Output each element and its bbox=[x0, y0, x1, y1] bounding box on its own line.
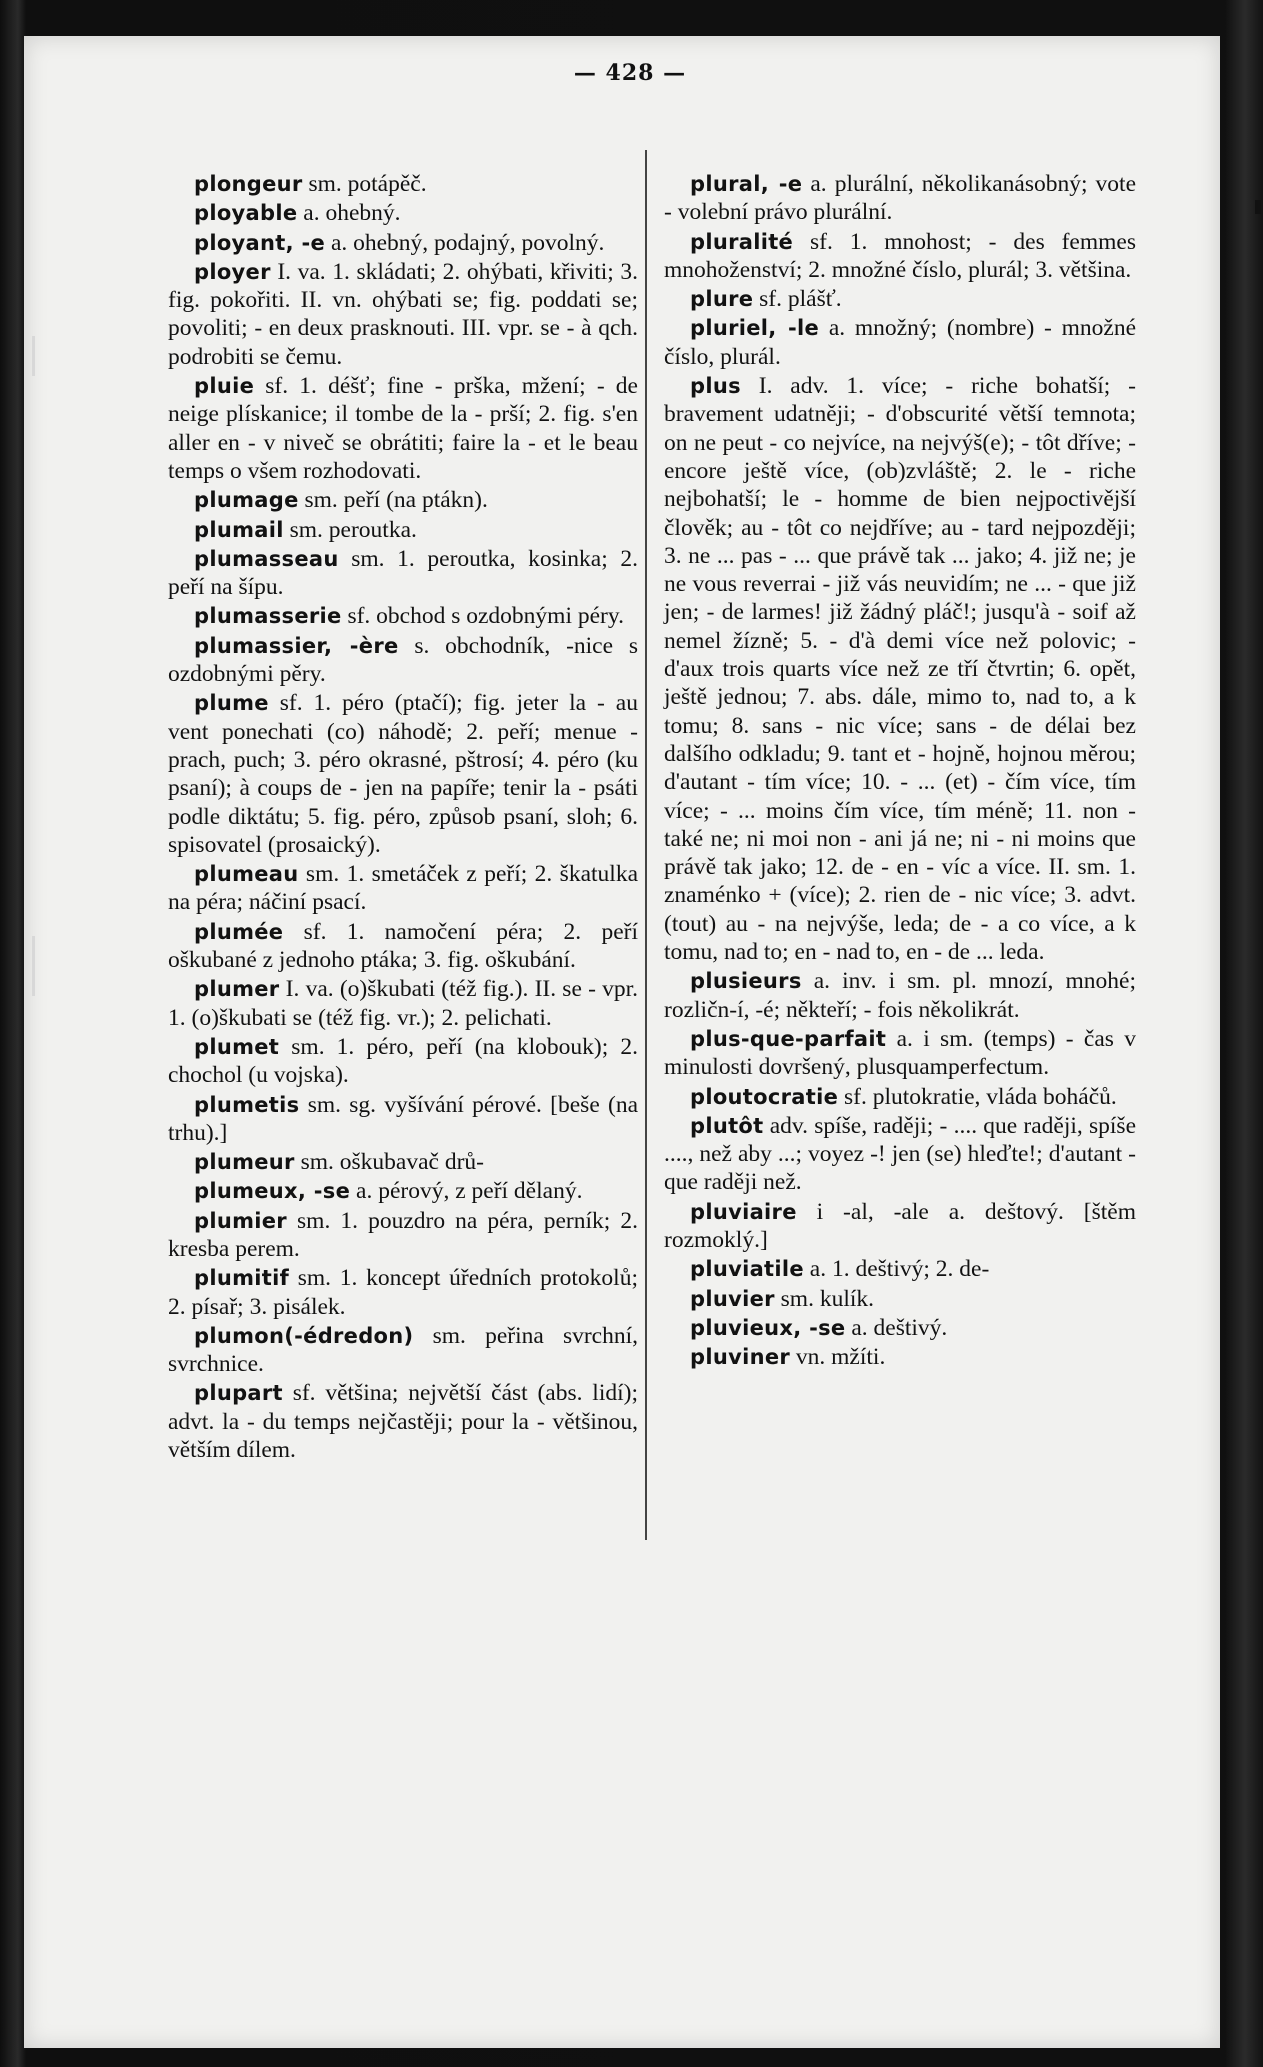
left-column bbox=[168, 170, 638, 1465]
dictionary-entry bbox=[168, 516, 638, 544]
entry-definition: sf. 1. déšť; fine - prška, mžení; - de neige plískanice; il tombe de la - prší; 2. fig. s'en aller en - v niveč se obrátiti; faire la - et le beau temps o všem rozhodovati. bbox=[168, 373, 638, 484]
entry-definition: sm. kulík. bbox=[780, 1285, 875, 1312]
dictionary-entry bbox=[168, 1177, 638, 1205]
spine-mark bbox=[32, 336, 35, 376]
dictionary-entry bbox=[168, 1091, 638, 1148]
entry-headword: ployant, -e bbox=[194, 230, 326, 255]
dictionary-entry bbox=[168, 545, 638, 602]
dictionary-entry bbox=[664, 1198, 1136, 1255]
dictionary-entry bbox=[168, 602, 638, 630]
entry-headword: ployable bbox=[194, 201, 298, 226]
entry-headword: pluviatile bbox=[690, 1257, 804, 1282]
entry-headword: pluviner bbox=[690, 1345, 791, 1370]
dictionary-entry bbox=[168, 1379, 638, 1464]
dictionary-entry bbox=[168, 199, 638, 227]
entry-definition: sf. obchod s ozdobnými péry. bbox=[347, 603, 624, 630]
entry-headword: plumon(-édredon) bbox=[194, 1323, 414, 1348]
entry-definition: a. i sm. (temps) - čas v minulosti dovršený, plusquamperfectum. bbox=[664, 1025, 1136, 1081]
dictionary-entry bbox=[168, 486, 638, 514]
entry-definition: a. ohebný. bbox=[303, 200, 401, 227]
dictionary-entry bbox=[168, 1207, 638, 1264]
entry-headword: plumet bbox=[194, 1034, 280, 1059]
spine-mark bbox=[32, 936, 35, 996]
right-column bbox=[664, 170, 1136, 1372]
dictionary-entry bbox=[168, 1033, 638, 1090]
entry-definition: i -al, -ale a. deštový. [štěm rozmoklý.] bbox=[664, 1198, 1136, 1253]
dictionary-entry bbox=[168, 1322, 638, 1379]
entry-definition: I. va. (o)škubati (též fig.). II. se - vpr. 1. (o)škubati se (též fig. vr.); 2. pelichati. bbox=[168, 976, 638, 1031]
entry-headword: pluvieux, -se bbox=[690, 1315, 846, 1340]
dictionary-entry bbox=[168, 918, 638, 975]
entry-definition: a. 1. deštivý; 2. de- bbox=[809, 1256, 990, 1283]
entry-headword: plumier bbox=[194, 1208, 287, 1233]
dictionary-entry bbox=[664, 1285, 1136, 1313]
entry-definition: sf. 1. péro (ptačí); fig. jeter la - au vent ponechati (co) náhodě; 2. peří; menue - prach, puch; 3. péro okrasné, pštrosí; 4. péro (ku psaní); à coups de - jen na papíře; tenir la - psáti podle diktátu; 5. fig. péro, způsob psaní, sloh; 6. spisovatel (prosaický). bbox=[168, 690, 638, 858]
entry-definition: I. va. 1. skládati; 2. ohýbati, křiviti; 3. fig. pokořiti. II. vn. ohýbati se; fig. poddati se; povoliti; - en deux prasknouti. III. vpr. se - à qch. podrobiti se čemu. bbox=[168, 258, 639, 370]
entry-definition: sm. peřina svrchní, svrchnice. bbox=[168, 1322, 639, 1378]
entry-headword: plume bbox=[194, 691, 269, 716]
dictionary-entry bbox=[664, 1083, 1136, 1111]
entry-definition: sm. peroutka. bbox=[289, 516, 417, 543]
dictionary-entry bbox=[664, 1112, 1136, 1197]
entry-headword: plumeur bbox=[194, 1150, 295, 1175]
entry-definition: a. ohebný, podajný, povolný. bbox=[330, 229, 605, 256]
dictionary-entry bbox=[168, 1148, 638, 1176]
dictionary-entry bbox=[168, 975, 638, 1032]
entry-definition: a. inv. i sm. pl. mnozí, mnohé; rozličn-í, -é; někteří; - fois několikrát. bbox=[664, 968, 1136, 1023]
dictionary-entry bbox=[664, 170, 1136, 227]
page-number: — 428 — bbox=[573, 60, 687, 86]
dictionary-entry bbox=[168, 229, 638, 257]
entry-definition: sf. 1. mnohost; - des femmes mnohoženství; 2. množné číslo, plurál; 3. většina. bbox=[664, 228, 1136, 283]
entry-headword: plutôt bbox=[690, 1113, 764, 1138]
dictionary-entry bbox=[168, 632, 638, 689]
entry-headword: pluviaire bbox=[690, 1199, 797, 1224]
entry-headword: plumitif bbox=[194, 1266, 290, 1291]
entry-headword: ployer bbox=[194, 259, 271, 284]
column-divider bbox=[645, 150, 647, 1540]
dictionary-entry bbox=[168, 860, 638, 917]
entry-headword: plumeux, -se bbox=[194, 1179, 351, 1204]
entry-headword: pluriel, -le bbox=[690, 316, 820, 341]
entry-definition: sm. 1. peroutka, kosinka; 2. peří na šípu. bbox=[168, 545, 638, 601]
entry-definition: sf. většina; největší část (abs. lidí); advt. la - du temps nejčastěji; pour la - většinou, větším dílem. bbox=[168, 1380, 638, 1464]
entry-definition: I. adv. 1. více; - riche bohatší; - bravement udatněji; - d'obscurité větší temnota; on ne peut - co nejvíce, na nejvýš(e); - tôt dříve; - encore ještě více, (ob)zvláště; 2. le - riche nejbohatší; le - homme de bien nejpoctivější člověk; au - tôt co nejdříve; au - tard nejpozději; 3. ne ... pas - ... que právě tak ... jako; 4. již ne; je ne vous reverrai - již vás neuvidím; ne ... - que již jen; - de larmes! již žádný pláč!; jusqu'à - soif až nemel žízně; 5. - d'à demi více než polovic; - d'aux trois quarts více než ze tří čtvrtin; 6. opět, ještě jednou; 7. abs. dále, mimo to, nad to, a k tomu; 8. sans - nic více; sans - de délai bez dalšího odkladu; 9. tant et - hojně, hojnou měrou; d'autant - tím více; 10. - ... (et) - čím více, tím více; - ... moins čím více, tím méně; 11. non - také ne; ni moi non - ani já ne; ni - ni moins que právě tak jako; 12. de - en - víc a více. II. sm. 1. znaménko + (více); 2. rien de - nic více; 3. advt. (tout) au - na nejvýše, leda; de - a co více, a k tomu, nad to; en - nad to, en - de ... leda. bbox=[664, 373, 1137, 966]
entry-headword: plus bbox=[690, 374, 741, 399]
dictionary-entry bbox=[664, 1314, 1136, 1342]
dictionary-entry bbox=[664, 314, 1136, 371]
entry-definition: sm. oškubavač drů- bbox=[300, 1149, 484, 1176]
entry-definition: a. plurální, několikanásobný; vote - volební právo plurální. bbox=[664, 171, 1137, 226]
entry-headword: plongeur bbox=[194, 172, 303, 196]
entry-headword: plumeau bbox=[194, 862, 299, 887]
entry-definition: sf. 1. namočení péra; 2. peří oškubané z jednoho ptáka; 3. fig. oškubání. bbox=[168, 918, 638, 974]
entry-headword: plumasseau bbox=[194, 546, 339, 571]
entry-definition: sm. 1. koncept úředních protokolů; 2. písař; 3. pisálek. bbox=[168, 1265, 638, 1320]
entry-headword: plus-que-parfait bbox=[690, 1026, 887, 1051]
entry-definition: sm. potápěč. bbox=[308, 171, 427, 197]
entry-headword: plural, -e bbox=[690, 172, 803, 196]
entry-headword: plumer bbox=[194, 977, 280, 1002]
dictionary-entry bbox=[664, 967, 1136, 1024]
entry-definition: sf. plutokratie, vláda boháčů. bbox=[844, 1083, 1117, 1110]
dictionary-entry bbox=[664, 285, 1136, 313]
entry-definition: a. deštivý. bbox=[851, 1314, 948, 1341]
entry-definition: sf. plášť. bbox=[759, 286, 842, 313]
dictionary-entry bbox=[664, 1025, 1136, 1082]
entry-definition: adv. spíše, raději; - .... que raději, spíše ...., než aby ...; voyez -! jen (se) hleďte!; d'autant - que raději než. bbox=[664, 1112, 1136, 1196]
entry-headword: plupart bbox=[194, 1381, 283, 1406]
dictionary-entry bbox=[168, 1264, 638, 1321]
entry-headword: pluralité bbox=[690, 229, 794, 254]
entry-headword: plumail bbox=[194, 517, 284, 542]
entry-definition: vn. mžíti. bbox=[795, 1344, 886, 1371]
dictionary-entry bbox=[168, 689, 638, 859]
entry-headword: plusieurs bbox=[690, 969, 802, 994]
edge-mark bbox=[1255, 200, 1261, 214]
entry-headword: plumassier, -ère bbox=[194, 633, 399, 658]
entry-headword: plumasserie bbox=[194, 604, 342, 629]
entry-headword: pluie bbox=[194, 374, 255, 399]
entry-headword: plumetis bbox=[194, 1092, 300, 1117]
entry-definition: sm. 1. smetáček z peří; 2. škatulka na péra; náčiní psací. bbox=[168, 861, 638, 916]
entry-headword: plure bbox=[690, 287, 754, 312]
dictionary-entry bbox=[168, 170, 638, 198]
entry-headword: plumage bbox=[194, 488, 299, 513]
entry-headword: ploutocratie bbox=[690, 1084, 839, 1109]
entry-headword: plumée bbox=[194, 919, 284, 944]
dictionary-entry bbox=[168, 258, 638, 371]
entry-definition: sm. peří (na ptákn). bbox=[304, 487, 488, 514]
entry-definition: sm. 1. péro, peří (na klobouk); 2. chochol (u vojska). bbox=[168, 1033, 639, 1089]
entry-definition: a. množný; (nombre) - množné číslo, plurál. bbox=[664, 315, 1136, 370]
entry-definition: a. pérový, z peří dělaný. bbox=[356, 1178, 583, 1205]
dictionary-entry bbox=[664, 372, 1136, 966]
entry-definition: sm. 1. pouzdro na péra, perník; 2. kresba perem. bbox=[168, 1207, 638, 1262]
entry-definition: sm. sg. vyšívání pérové. [beše (na trhu).] bbox=[168, 1091, 639, 1146]
dictionary-entry bbox=[664, 228, 1136, 285]
dictionary-entry bbox=[664, 1343, 1136, 1371]
dictionary-entry bbox=[664, 1255, 1136, 1283]
entry-definition: s. obchodník, -nice s ozdobnými pěry. bbox=[168, 632, 638, 688]
dictionary-entry bbox=[168, 372, 638, 485]
entry-headword: pluvier bbox=[690, 1286, 775, 1311]
